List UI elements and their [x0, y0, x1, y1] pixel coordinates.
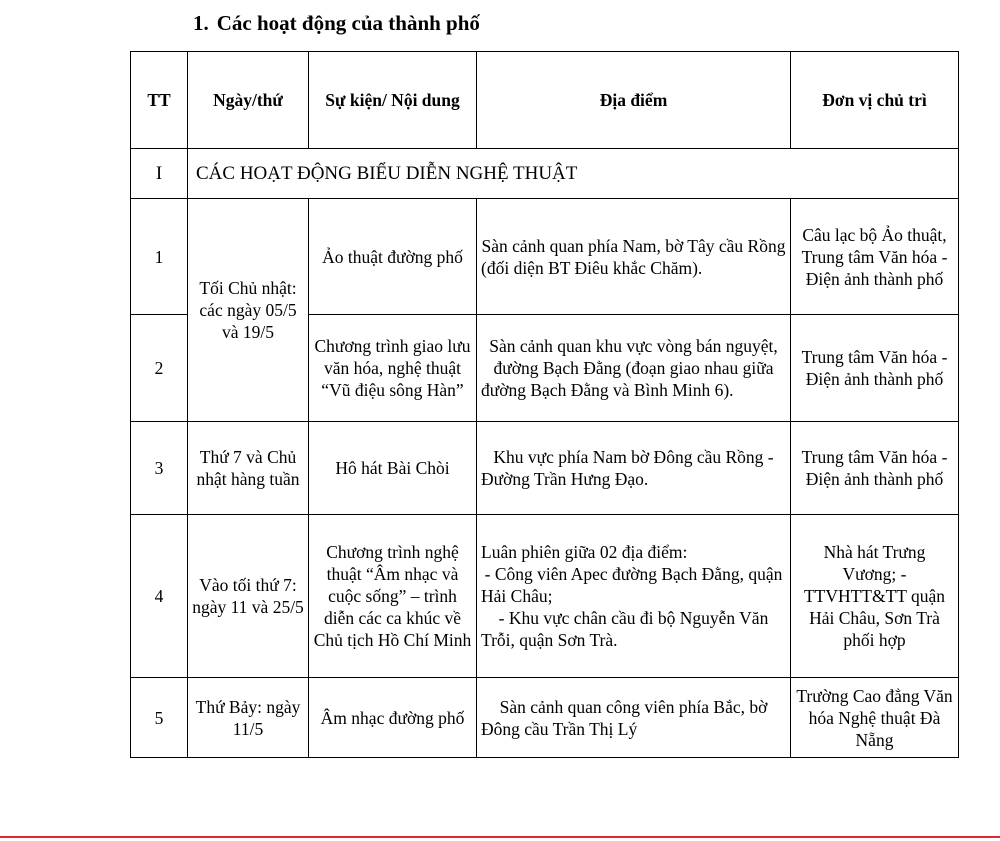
section-tt: I — [131, 149, 188, 199]
section-title-cell: CÁC HOẠT ĐỘNG BIỂU DIỄN NGHỆ THUẬT — [188, 149, 959, 199]
table-header-row — [131, 52, 959, 149]
row-venue — [477, 515, 791, 678]
row-event: Chương trình nghệ thuật “Âm nhạc và cuộc sống” – trình diễn các ca khúc về Chủ tịch Hồ Chí Minh — [309, 515, 477, 678]
row-tt: 1 — [131, 199, 188, 315]
activities-table — [130, 51, 959, 758]
row-host: Trung tâm Văn hóa - Điện ảnh thành phố — [791, 315, 959, 422]
section-number: 1. — [193, 11, 209, 35]
section-title: Các hoạt động của thành phố — [216, 11, 480, 35]
row-tt: 3 — [131, 422, 188, 515]
header-event: Sự kiện/ Nội dung — [309, 52, 477, 149]
row-tt: 5 — [131, 678, 188, 758]
row-event: Ảo thuật đường phố — [309, 199, 477, 315]
header-venue: Địa điểm — [477, 52, 791, 149]
row-date: Vào tối thứ 7: ngày 11 và 25/5 — [188, 515, 309, 678]
row-host: Câu lạc bộ Ảo thuật, Trung tâm Văn hóa - Điện ảnh thành phố — [791, 199, 959, 315]
row-venue: Sàn cảnh quan khu vực vòng bán nguyệt, đường Bạch Đằng (đoạn giao nhau giữa đường Bạch Đằng và Bình Minh 6). — [477, 315, 791, 422]
section-row — [131, 149, 959, 199]
row-tt: 4 — [131, 515, 188, 678]
table-row — [131, 422, 959, 515]
header-tt: TT — [131, 52, 188, 149]
venue-line: Luân phiên giữa 02 địa điểm: — [481, 542, 688, 562]
row-event: Chương trình giao lưu văn hóa, nghệ thuật “Vũ điệu sông Hàn” — [309, 315, 477, 422]
row-date: Thứ Bảy: ngày 11/5 — [188, 678, 309, 758]
table-row — [131, 515, 959, 678]
row-venue: Khu vực phía Nam bờ Đông cầu Rồng - Đường Trần Hưng Đạo. — [477, 422, 791, 515]
row-event: Hô hát Bài Chòi — [309, 422, 477, 515]
row-venue: Sàn cảnh quan phía Nam, bờ Tây cầu Rồng (đối diện BT Điêu khắc Chăm). — [477, 199, 791, 315]
table-row — [131, 678, 959, 758]
footer-rule — [0, 836, 1000, 838]
row-event: Âm nhạc đường phố — [309, 678, 477, 758]
row-host: Nhà hát Trưng Vương; - TTVHTT&TT quận Hải Châu, Sơn Trà phối hợp — [791, 515, 959, 678]
venue-line: - Khu vực chân cầu đi bộ Nguyễn Văn Trỗi, quận Sơn Trà. — [481, 608, 769, 650]
row-host: Trường Cao đẳng Văn hóa Nghệ thuật Đà Nẵng — [791, 678, 959, 758]
row-host: Trung tâm Văn hóa - Điện ảnh thành phố — [791, 422, 959, 515]
section-heading — [193, 8, 480, 38]
venue-line: - Công viên Apec đường Bạch Đằng, quận Hải Châu; — [481, 564, 783, 606]
header-date: Ngày/thứ — [188, 52, 309, 149]
row-tt: 2 — [131, 315, 188, 422]
row-date: Tối Chủ nhật: các ngày 05/5 và 19/5 — [188, 199, 309, 422]
header-host: Đơn vị chủ trì — [791, 52, 959, 149]
row-date: Thứ 7 và Chủ nhật hàng tuần — [188, 422, 309, 515]
table-row — [131, 199, 959, 315]
row-venue: Sàn cảnh quan công viên phía Bắc, bờ Đông cầu Trần Thị Lý — [477, 678, 791, 758]
